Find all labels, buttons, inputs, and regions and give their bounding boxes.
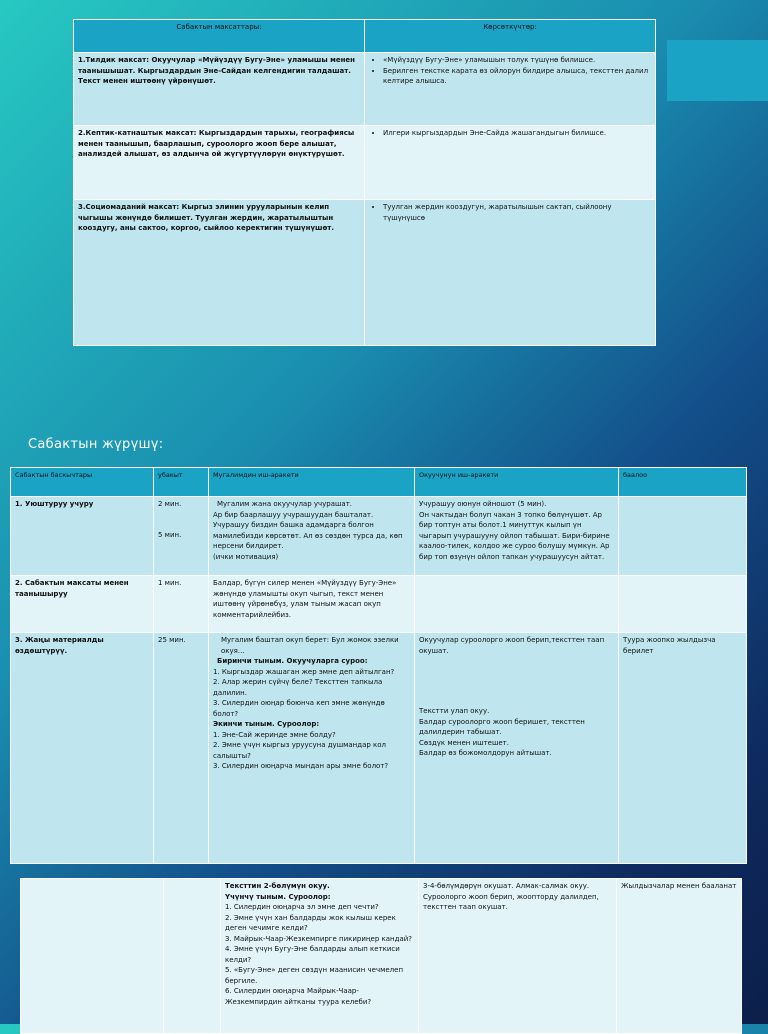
teacher-text: Тексттин 2-бөлүмүн окуу. — [225, 882, 330, 890]
goal-text: 3.Социомаданий максат: Кыргыз элинин урууларынын келип чыгышы жөнүндө билишет. Туулган жердин, жаратылыштын кооздугу, аны сактоо, коргоо, сыйлоо керектигин түшүнүшөт. — [78, 203, 334, 232]
stage-cell — [21, 879, 164, 1034]
indicator-item: • Берилген текстке карата өз ойлорун билдире алышса, тексттен далил келтире алышса. — [383, 66, 651, 87]
stage-cell — [11, 497, 154, 576]
teacher-text: Мугалим баштап окуп берет: Бул жомок эзелки окуя... — [221, 636, 399, 655]
time-text: 5 мин. — [158, 530, 182, 539]
teacher-cell — [209, 497, 415, 576]
teacher-text: Экинчи тыным. Суроолор: — [213, 720, 320, 728]
goal-text: 1.Тилдик максат: Окуучулар «Мүйүздүү Бугу-Эне» уламышы менен таанышышат. Кыргыздардын Эне-Сайдан келгендигин талдашат. Текст менен иштөөнү үйрөнүшөт. — [78, 56, 356, 85]
teacher-text: 5. «Бугу-Эне» деген сөздүн маанисин чечмелеп бергиле. — [225, 966, 404, 985]
indicator-item: • Илгери кыргыздардын Эне-Сайда жашагандыгын билишсе. — [383, 128, 651, 139]
student-text: Текстти улап окуу. — [419, 707, 490, 715]
course-header-time: убакыт — [154, 468, 209, 497]
teacher-text: 2. Алар жерин сүйчү беле? Тексттен тапкыла далилин. — [213, 678, 383, 697]
time-text: 1 мин. — [158, 579, 182, 587]
indicator-cell — [365, 126, 656, 200]
decorative-square — [667, 40, 768, 101]
time-cell — [154, 633, 209, 864]
stage-cell — [11, 633, 154, 864]
course-header-stage: Сабактын баскычтары — [11, 468, 154, 497]
assessment-cell — [619, 633, 747, 864]
student-text: 3-4-бөлүмдөрүн окушат. Алмак-салмак окуу. Суроолорго жооп берип, жоопторду далилдеп, тексттен таап окушат. — [423, 882, 599, 911]
teacher-text: 1. Кыргыздар жашаган жер эмне деп айтылган? — [213, 667, 395, 676]
course-header-student: Окуучунун иш-аракети — [415, 468, 619, 497]
course-header-assessment: баалоо — [619, 468, 747, 497]
student-cell — [415, 576, 619, 633]
goals-table — [73, 19, 656, 346]
teacher-text: 3. Силердин оюңарча мындан ары эмне болот? — [213, 762, 389, 770]
student-text: Учурашуу оюнун ойношот (5 мин). — [419, 500, 547, 508]
teacher-cell — [209, 633, 415, 864]
teacher-text: 4. Эмне үчүн Бугу-Эне балдарды алып кеткиси келди? — [225, 945, 400, 964]
student-cell — [419, 879, 617, 1034]
indicator-item: • Туулган жердин кооздугун, жаратылышын сактап, сыйлоону түшүнүшсө — [383, 202, 651, 223]
teacher-text: 1. Силердин оюңарча эл эмне деп чечти? — [225, 903, 379, 911]
student-text: Балдар өз божомолдорун айтышат. — [419, 749, 552, 757]
teacher-text: 6. Силердин оюңарча Майрык-Чаар-Жезкемпирдин айтканы туура келеби? — [225, 987, 372, 1006]
time-text: 2 мин. — [158, 500, 182, 508]
stage-text: 3. Жаңы материалды өздөштүрүү. — [15, 636, 104, 655]
goals-header-indicators: Көрсөткүчтөр: — [365, 20, 656, 53]
time-text: 25 мин. — [158, 636, 186, 644]
teacher-text: Мугалим жана окуучулар учурашат. — [217, 500, 353, 508]
student-text: Окуучулар суроолорго жооп берип,тексттен таап окушат. — [419, 636, 605, 655]
time-cell — [164, 879, 221, 1034]
time-cell — [154, 576, 209, 633]
goal-cell — [74, 53, 365, 126]
indicator-item: • «Мүйүздүү Бугу-Эне» уламышын толук түшүнө билишсе. — [383, 55, 651, 66]
course-header-teacher: Мугалимдин иш-аракети — [209, 468, 415, 497]
teacher-text: 2. Эмне үчүн хан балдарды жок кылыш керек деген чечимге келди? — [225, 913, 396, 932]
teacher-text: 1. Эне-Сай жеринде эмне болду? — [213, 730, 336, 739]
student-text: Он чактыдан болуп чакан 3 топко бөлүнүшөт. Ар бир топтун аты болот.1 минуттук кылып үн чыгарып учурашууну ойлоп табышат. Бири-бирине каалоо-тилек, колдоо же суроо болушу мүмкүн. Ар бир топ өзүнүн ойлоп тапкан учурашуусун айтат. — [419, 510, 610, 561]
assessment-text: Жылдызчалар менен бааланат — [621, 882, 737, 890]
continuation-table — [20, 878, 742, 1034]
teacher-text: 3. Силердин оюңар боюнча кеп эмне жөнүндө болот? — [213, 699, 385, 718]
section-title: Сабактын жүрүшү: — [28, 437, 164, 452]
student-text: Сөздүк менен иштешет. — [419, 738, 509, 747]
stage-text: 2. Сабактын максаты менен таанышыруу — [15, 579, 129, 598]
teacher-text: Үчүнчү тыным. Суроолор: — [225, 892, 331, 901]
assessment-cell — [619, 576, 747, 633]
teacher-text: (ички мотивация) — [213, 552, 279, 561]
teacher-text: Ар бир баарлашуу учурашуудан башталат. Учурашуу биздин башка адамдарга болгон мамилебизди көрсөтөт. Ал өз сөздөн турса да, көп нерсени билдирет. — [213, 510, 403, 550]
goal-cell — [74, 200, 365, 346]
course-table — [10, 467, 747, 864]
stage-text: 1. Уюштуруу учуру — [15, 500, 94, 508]
teacher-cell — [221, 879, 419, 1034]
teacher-text: Балдар, бүгүн силер менен «Мүйүздүү Бугу-Эне» жөнүндө уламышты окуп чыгып, текст менен иштөөнү үйрөнөбүз, улам тыным жасап окуп комментарийлейбиз. — [213, 579, 397, 619]
assessment-cell — [619, 497, 747, 576]
assessment-cell — [617, 879, 742, 1034]
student-text: Балдар суроолорго жооп беришет, тексттен далилдерин табышат. — [419, 717, 585, 736]
teacher-text: 2. Эмне үчүн кыргыз урууcуна душмандар кол салышты? — [213, 741, 387, 760]
teacher-cell — [209, 576, 415, 633]
stage-cell — [11, 576, 154, 633]
goals-header-goal: Сабактын максаттары: — [74, 20, 365, 53]
teacher-text: Биринчи тыным. Окуучуларга суроо: — [217, 657, 368, 665]
time-cell — [154, 497, 209, 576]
goal-text: 2.Кептик-катнаштык максат: Кыргыздардын тарыхы, географиясы менен таанышып, баарлашып, суроолорго жооп бере алышат, анализдей алышат, өз алдынча ой жүгүртүүлөрүн өнүктүрүшөт. — [78, 129, 355, 158]
indicator-cell — [365, 53, 656, 126]
indicator-cell — [365, 200, 656, 346]
goal-cell — [74, 126, 365, 200]
student-cell — [415, 633, 619, 864]
assessment-text: Туура жоопко жылдызча берилет — [623, 636, 716, 655]
student-cell — [415, 497, 619, 576]
teacher-text: 3. Майрык-Чаар-Жезкемпирге пикириңер кандай? — [225, 934, 413, 943]
